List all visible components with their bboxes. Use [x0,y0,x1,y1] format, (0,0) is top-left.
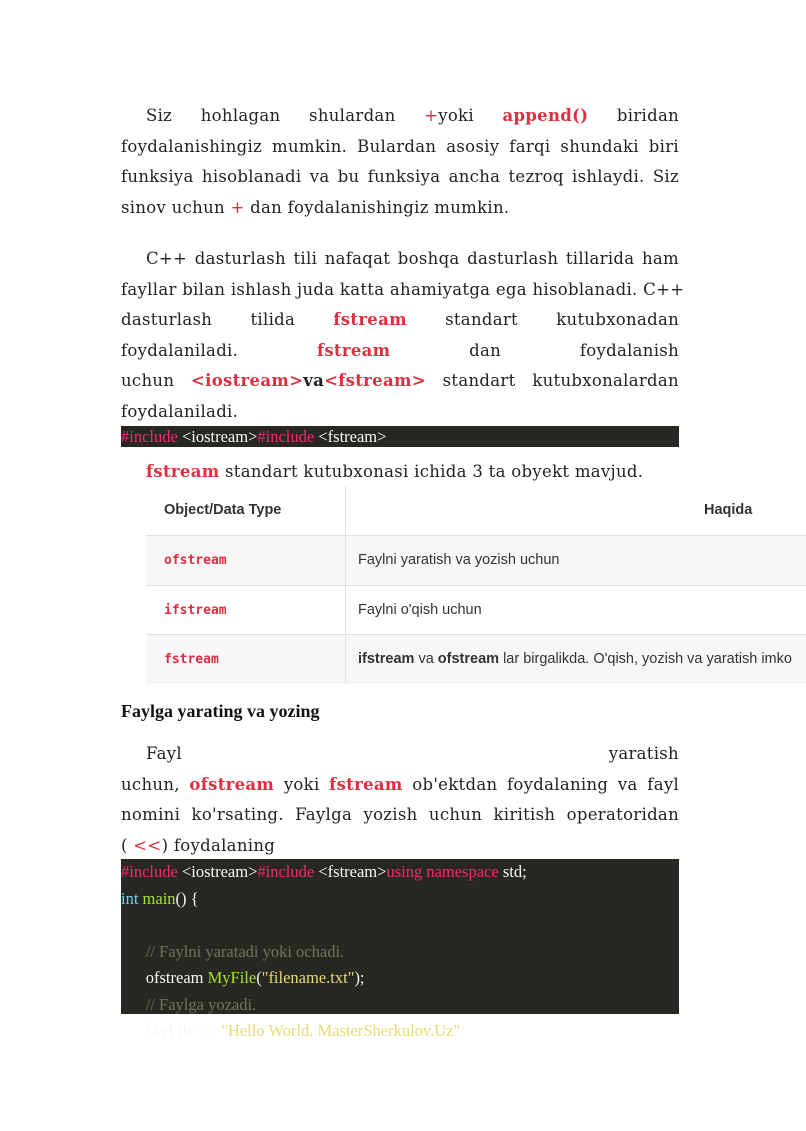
para2-line2: fayllar bilan ishlash juda katta ahamiyatga ega hisoblanadi. C++ [121,279,685,299]
header-haqida: Haqida [704,502,753,518]
para2-line4: foydalaniladi. fstream dan foydalanish [121,340,680,360]
paragraph-concat-intro [121,101,679,223]
code-block-includes [121,426,679,447]
table-row [146,635,806,684]
para2-line5: uchun <iostream>va<fstream> standart kutubxonalardan [121,371,679,390]
ofstream-keyword: ofstream [189,774,275,794]
code-block-write-file [121,859,679,1040]
code-line: ofstream MyFile("filename.txt"); [137,968,365,987]
fstream-keyword: fstream [333,310,407,329]
fstream-keyword: fstream [146,462,220,481]
insertion-operator: << [133,835,162,855]
paragraph-create-file [121,739,679,861]
desc-ifstream: Faylni o'qish uchun [358,602,482,618]
type-ifstream: ifstream [164,603,227,618]
para2-line3: dasturlash tilida fstream standart kutubxonadan [121,310,680,329]
para3-line1: fstream standart kutubxonasi ichida 3 ta obyekt mavjud. [146,462,644,481]
code-line: int main() { [121,888,199,908]
desc-ofstream: Faylni yaratish va yozish uchun [358,552,560,568]
iostream-keyword: <iostream> [191,371,304,390]
paragraph-fstream-objects [121,457,679,488]
code-line: // Faylga yozadi. [137,994,257,1014]
fstream-keyword: fstream [316,340,391,360]
table-row [146,586,806,635]
append-keyword: append() [502,106,589,125]
table-header-row [146,486,806,535]
code-line: #include <iostream>#include <fstream> [121,427,387,446]
fstream-header-keyword: <fstream> [324,371,426,390]
type-fstream: fstream [164,652,219,667]
code-line: // Faylni yaratadi yoki ochadi. [137,941,345,961]
paragraph-fstream-intro [121,244,685,427]
para1-line3: funksiya hisoblanadi va bu funksiya ancha tezroq ishlaydi. Siz [121,167,679,186]
para4-line4: ( <<) foydalaning [121,835,276,855]
para1-line1: Siz hohlagan shulardan +yoki append() biridan [146,106,680,125]
table-row [146,536,806,585]
section-heading: Faylga yarating va yozing [121,701,320,721]
para4-line1: Fayl yaratish [146,744,679,763]
fstream-keyword: fstream [329,774,403,794]
para4-line2: uchun, ofstream yoki fstream ob'ektdan foydalaning va fayl [121,774,680,794]
plus-operator: + [230,197,245,217]
para1-line4: sinov uchun + dan foydalanishingiz mumkin. [121,197,510,217]
para2-line6: foydalaniladi. [121,401,239,421]
object-types-table [146,486,806,684]
code-line: #include <iostream>#include <fstream>using namespace std; [121,862,527,881]
desc-fstream: ifstream va ofstream lar birgalikda. O'qish, yozish va yaratish imko [358,651,792,667]
header-object-type: Object/Data Type [164,502,282,518]
type-ofstream: ofstream [164,553,227,568]
plus-operator: + [424,106,439,125]
para1-line2: foydalanishingiz mumkin. Bulardan asosiy farqi shundaki biri [121,136,679,156]
code-line: MyFile << "Hello World. MasterSherkulov.Uz"; [137,1021,465,1040]
para2-line1: C++ dasturlash tili nafaqat boshqa dasturlash tillarida ham [146,249,679,268]
para4-line3: nomini ko'rsating. Faylga yozish uchun kiritish operatoridan [121,805,679,824]
